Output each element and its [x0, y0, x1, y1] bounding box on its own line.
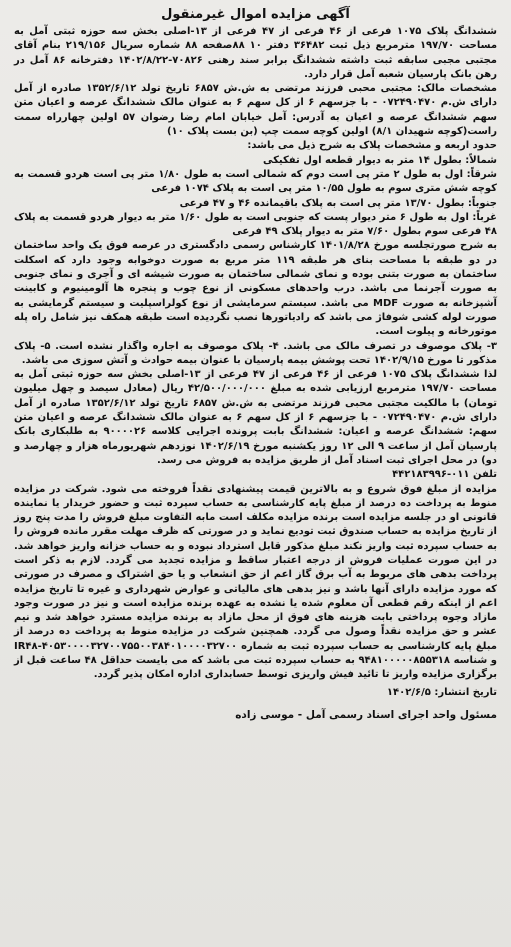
paragraph-property: ششدانگ پلاک ۱۰۷۵ فرعی از ۴۶ فرعی از ۴۷ فرعی از ۱۳-اصلی بخش سه حوزه ثبتی آمل به مساحت ۱۹۷/۷۰ مترمربع ذیل ثبت ۳۶۴۸۲ دفتر ۱۰ ۸۸صفحه ۸۸ شماره سریال ۲۱۹/۱۵۶ بنام آقای مجتبی مجبی سابقه ثبت داشته ششدانگ برابر سند رهنی ۷۰۸۲۶-۱۴۰۲/۸/۲۲ دفترخانه ۸۶ آمل در رهن بانک پارسیان شعبه آمل قرار دارد.: [14, 26, 498, 80]
paragraph-east: شرقاً: اول به طول ۲ متر پی است دوم که شمالی است به طول ۱/۸۰ متر پی است هردو قسمت به کوچه شش متری سوم به طول ۱۰/۵۵ متر پی است به پلاک ۱۰۷۴ فرعی: [14, 168, 497, 195]
signature: مسئول واحد اجرای اسناد رسمی آمل - موسی زاده: [235, 708, 497, 721]
paragraph-building: به شرح صورتجلسه مورخ ۱۴۰۱/۸/۲۸ کارشناس رسمی دادگستری در عرصه فوق یک واحد ساختمان در دو طبقه با مساحت بنای هر طبقه ۱۱۹ متر مربع به صورت دوخوابه وجود دارد که اسکلت ساختمان به صورت بتنی بوده و نمای شمالی ساختمان به صورت شیشه ای و آجری و نمای جنوبی به صورت آجرنما می باشد. درب واحدهای مسکونی از نوع چوب و پنجره ها آلومینیوم و کابینت آشپزخانه به صورت MDF می باشد. سیستم سرمایشی از نوع کولراسپلیت و سیستم گرمایشی به صورت لوله کشی شوفاژ می باشد که رادیاتورها نصب نگردیده است طبقه همکف نیز شامل راه پله موتورخانه و پیلوت است.: [14, 240, 497, 338]
paragraph-owner: مشخصات مالک: مجتبی محبی فرزند مرتضی به ش.ش ۶۸۵۷ تاریخ تولد ۱۳۵۲/۶/۱۲ صادره از آمل دارای ش.م ۰۷۲۴۹۰۴۷۰ - با جزسهم ۶ از کل سهم ۶ به عنوان مالک ششدانگ عرصه و اعیان متن سهم ششدانگ عرصه و اعیان به آدرس: آمل خیابان امام رضا رضوان ۵۷ اولین چهارراه سمت راست(کوچه شهیدان ۸/۱) اولین کوچه سمت چپ (بن بست پلاک ۱۰): [14, 83, 498, 138]
paragraph-south: جنوباً: بطول ۱۳/۷۰ متر پی است به پلاک باقیمانده ۴۶ و ۴۷ فرعی: [179, 197, 497, 209]
paragraph-north: شمالاً: بطول ۱۴ متر به دیوار قطعه اول تفکیکی: [262, 154, 497, 166]
paragraph-boundaries-heading: حدود اربعه و مشخصات پلاک به شرح ذیل می باشد:: [247, 140, 497, 152]
paragraph-status: ۳- پلاک موصوف در تصرف مالک می باشد. ۴- پلاک موصوف به اجاره واگذار نشده است. ۵- پلاک مذکور تا مورخ ۱۴۰۲/۹/۱۵ تحت پوشش بیمه پارسیان با عنوان بیمه حوادث و آتش سوزی می باشد.: [14, 340, 498, 366]
paragraph-terms: مزایده از مبلغ فوق شروع و به بالاترین قیمت پیشنهادی نقداً فروخته می شود. شرکت در مزایده منوط به پرداخت ده درصد از مبلغ پایه کارشناسی به حساب سپرده ثبت و حضور خریدار یا نماینده قانونی او در جلسه مزایده است برنده مزایده مکلف است مابه التفاوت مبلغ فروش را مدت پنج روز از تاریخ مزایده به حساب صندوق ثبت تودیع نماید و در صورتی که ظرف مهلت مقرر مانده فروش را به حساب سپرده ثبت واریز نکند مبلغ مذکور قابل استرداد نبوده و به حساب خزانه واریز خواهد شد. در این صورت عملیات فروش از درجه اعتبار ساقط و مزایده تجدید می گردد. لازم به ذکر است پرداخت بدهی های مربوط به آب برق گاز اعم از حق انشعاب و یا حق اشتراک و مصرف در صورتی که مورد مزایده دارای آنها باشد و نیز بدهی های مالیاتی و عوارض شهرداری و غیره تا تاریخ مزایده اعم از اینکه رقم قطعی آن معلوم شده یا نشده به عهده برنده مزایده است و نیز در صورت وجود مازاد وجوه پرداختی بابت هزینه های فوق از محل مازاد به برنده مزایده مسترد خواهد شد و نیم عشر و حق مزایده نقداً وصول می گردد. همچنین شرکت در مزایده منوط به پرداخت ده درصد از مبلغ پایه کارشناسی به حساب سپرده ثبت به شماره ۴۰۵۳۰۰۰۰۳۲۷۰۰۷۵۵۰۰۳۸۴۰۱۰۰۰۰۳۲۷۰۰-IR۴۸ و شناسه ۹۴۸۱۰۰۰۰۰۸۵۵۳۱۸ به حساب سپرده ثبت می باشد که می بایست حداقل ۴۸ ساعت قبل از برگزاری مزایده واریز تا تائید فیش واریزی توسط حسابداری اداره امکان پذیر گردد.: [14, 483, 497, 681]
notice-title: آگهی مزایده اموال غیرمنقول: [161, 7, 350, 22]
paragraph-west: غرباً: اول به طول ۶ متر دیوار پست که جنوبی است به طول ۱/۶۰ متر به دیوار هردو قسمت به پلاک ۴۸ فرعی سوم بطول ۷/۶۰ متر به دیوار پلاک ۴۹ فرعی: [14, 211, 497, 238]
paragraph-phone: تلفن ۰۱۱-۴۴۲۱۸۳۹۹۶: [392, 469, 497, 481]
publish-date: تاریخ انتشار: ۱۴۰۲/۶/۵: [386, 686, 497, 698]
paragraph-auction: لذا ششدانگ پلاک ۱۰۷۵ فرعی از ۴۶ فرعی از ۴۷ فرعی از ۱۳-اصلی بخش سه حوزه ثبتی آمل به مساحت ۱۹۷/۷۰ مترمربع ارزیابی شده به مبلغ ۴۲/۵۰۰/۰۰۰/۰۰۰ ریال (معادل سیصد و چهل میلیون تومان) با مالکیت مجتبی محبی فرزند مرتضی به ش.ش ۶۸۵۷ تاریخ تولد ۱۳۵۲/۶/۱۲ صادره از آمل دارای ش.م ۰۷۲۴۹۰۴۷۰ - با جزسهم ۶ از کل سهم ۶ به عنوان مالک ششدانگ عرصه و اعیان متن سهم: ششدانگ عرصه و اعیان: ششدانگ بابت پرونده اجرایی کلاسه ۹۰۰۰۰۲۶ به طلبکاری بانک پارسیان آمل از ساعت ۹ الی ۱۲ روز یکشنبه مورخ ۱۴۰۲/۶/۱۹ نوزدهم شهریورماه هزار و چهارصد و دو) در محل اجرای ثبت اسناد آمل از طریق مزایده به فروش می رسد.: [14, 369, 498, 466]
